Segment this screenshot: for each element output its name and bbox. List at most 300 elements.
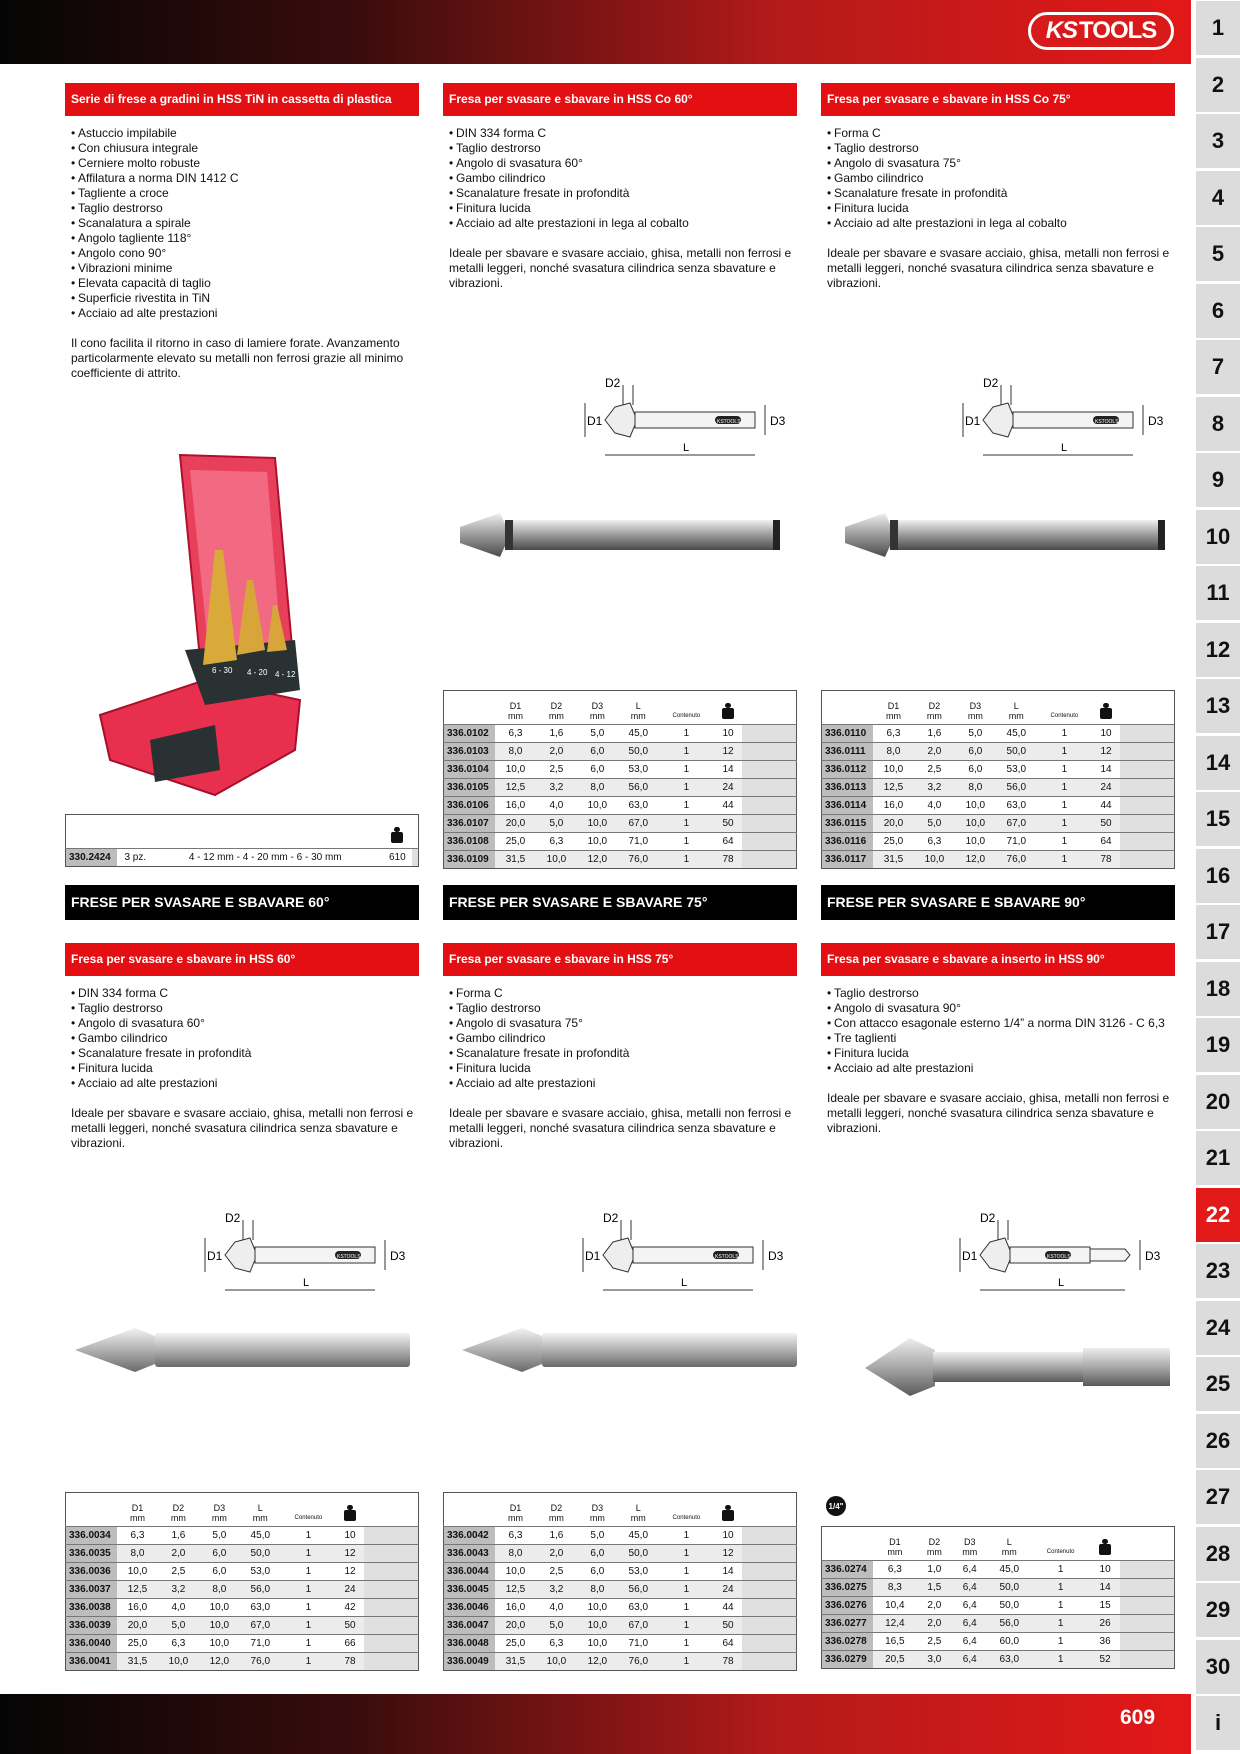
section-hss-75	[443, 885, 797, 1151]
feature-item: • Finitura lucida	[449, 201, 797, 216]
tab-chapter-8[interactable]: 8	[1196, 397, 1240, 451]
article-number: 336.0108	[444, 833, 496, 851]
cell: 8,0	[117, 1545, 158, 1563]
cell: 6,0	[199, 1563, 240, 1581]
feature-item: • Acciaio ad alte prestazioni	[449, 1076, 797, 1091]
spec-table	[443, 1492, 797, 1671]
feature-item: • Scanalature fresate in profondità	[449, 186, 797, 201]
cell: 8,0	[577, 1581, 618, 1599]
cell: 5,0	[536, 815, 577, 833]
tab-chapter-30[interactable]: 30	[1196, 1640, 1240, 1694]
article-number: 336.0044	[444, 1563, 496, 1581]
table-row	[444, 833, 797, 851]
cell: 5,0	[914, 815, 955, 833]
table-row	[822, 1651, 1175, 1669]
cell: 10	[1092, 725, 1120, 743]
cell: 1	[659, 851, 714, 869]
feature-item: • Scanalature fresate in profondità	[827, 186, 1175, 201]
cell: 10,0	[495, 1563, 536, 1581]
tab-chapter-29[interactable]: 29	[1196, 1583, 1240, 1637]
article-number: 336.0115	[822, 815, 874, 833]
cell: 10,0	[577, 815, 618, 833]
cell: 1	[1037, 743, 1092, 761]
tool-photo	[462, 1320, 802, 1385]
cell: 1	[281, 1653, 336, 1671]
product-title: Fresa per svasare e sbavare in HSS 60°	[65, 943, 419, 976]
cell: 2,0	[914, 743, 955, 761]
col-header-contenuto: Contenuto	[659, 691, 714, 725]
cell: 16,0	[495, 1599, 536, 1617]
cell: 1	[1031, 1597, 1090, 1615]
cell: 8,0	[873, 743, 914, 761]
cell: 67,0	[996, 815, 1037, 833]
article-number: 336.0104	[444, 761, 496, 779]
cell: 50,0	[987, 1597, 1031, 1615]
tab-chapter-2[interactable]: 2	[1196, 58, 1240, 112]
cell: 10	[1090, 1561, 1120, 1579]
label-d3: D3	[1148, 414, 1164, 428]
cell: 44	[1092, 797, 1120, 815]
article-number: 336.0042	[444, 1527, 496, 1545]
cell: 25,0	[117, 1635, 158, 1653]
cell: 31,5	[873, 851, 914, 869]
cell: 2,5	[158, 1563, 199, 1581]
table-row	[444, 1653, 797, 1671]
article-number: 336.0036	[66, 1563, 118, 1581]
feature-list	[827, 126, 1175, 231]
product-description: Ideale per sbavare e svasare acciaio, ghisa, metalli non ferrosi e metalli leggeri, nonché svasatura cilindrica senza sbavature e vibrazioni.	[449, 246, 792, 290]
tab-chapter-23[interactable]: 23	[1196, 1244, 1240, 1298]
case-label-1: 6 - 30	[212, 666, 233, 675]
tab-chapter-11[interactable]: 11	[1196, 566, 1240, 620]
cell: 12	[336, 1563, 364, 1581]
cell: 5,0	[199, 1527, 240, 1545]
table-row	[444, 797, 797, 815]
cell: 45,0	[996, 725, 1037, 743]
cell: 10,0	[536, 1653, 577, 1671]
cell: 8,0	[495, 1545, 536, 1563]
tab-chapter-20[interactable]: 20	[1196, 1075, 1240, 1129]
cell: 16,5	[873, 1633, 917, 1651]
tab-chapter-28[interactable]: 28	[1196, 1527, 1240, 1581]
logo-mark: KSTOOLS	[337, 1254, 361, 1260]
feature-item: • Vibrazioni minime	[71, 261, 419, 276]
cell: 1	[1037, 725, 1092, 743]
feature-item: • Angolo cono 90°	[71, 246, 419, 261]
cell: 76,0	[618, 851, 659, 869]
cell: 6,3	[495, 725, 536, 743]
cell: 20,5	[873, 1651, 917, 1669]
feature-list	[449, 126, 797, 231]
cell: 42	[336, 1599, 364, 1617]
cell: 1	[281, 1617, 336, 1635]
col-header-weight	[1090, 1527, 1120, 1561]
cell: 24	[336, 1581, 364, 1599]
cell: 63,0	[618, 1599, 659, 1617]
cell: 25,0	[495, 1635, 536, 1653]
tab-chapter-10[interactable]: 10	[1196, 510, 1240, 564]
col-header-d1: D1 mm	[873, 1527, 917, 1561]
article-number: 336.0110	[822, 725, 874, 743]
tab-chapter-27[interactable]: 27	[1196, 1470, 1240, 1524]
cell: 14	[714, 1563, 742, 1581]
cell: 78	[1092, 851, 1120, 869]
article-number: 336.0047	[444, 1617, 496, 1635]
table-row	[444, 815, 797, 833]
cell: 63,0	[987, 1651, 1031, 1669]
product-description: Il cono facilita il ritorno in caso di lamiere forate. Avanzamento particolarmente elevato su metalli non ferrosi grazie all minimo coefficiente di attrito.	[71, 336, 404, 380]
cell: 10,0	[495, 761, 536, 779]
col-header-contenuto: Contenuto	[659, 1493, 714, 1527]
table-row	[66, 1527, 419, 1545]
cell: 10	[714, 725, 742, 743]
article-number: 336.0274	[822, 1561, 874, 1579]
cell: 10,0	[873, 761, 914, 779]
cell: 1	[659, 1653, 714, 1671]
cell: 71,0	[996, 833, 1037, 851]
cell: 5,0	[158, 1617, 199, 1635]
cell: 1	[659, 1527, 714, 1545]
label-d2: D2	[225, 1211, 241, 1225]
table-row	[822, 815, 1175, 833]
dimension-drawing	[573, 1210, 793, 1305]
col-header-l: L mm	[618, 1493, 659, 1527]
label-d1: D1	[587, 414, 603, 428]
cell: 8,3	[873, 1579, 917, 1597]
tab-chapter-19[interactable]: 19	[1196, 1018, 1240, 1072]
cell: 1	[659, 743, 714, 761]
table-row	[66, 1635, 419, 1653]
cell: 50	[714, 815, 742, 833]
cell: 1	[659, 1545, 714, 1563]
cell: 50	[714, 1617, 742, 1635]
col-header-d1: D1 mm	[495, 691, 536, 725]
feature-item: • Taglio destrorso	[71, 1001, 419, 1016]
cell: 12,5	[117, 1581, 158, 1599]
article-number: 336.0043	[444, 1545, 496, 1563]
tool-photo	[840, 505, 1170, 570]
cell: 16,0	[117, 1599, 158, 1617]
spec-table	[821, 1526, 1175, 1669]
feature-item: • Taglio destrorso	[827, 986, 1175, 1001]
cell: 2,5	[536, 761, 577, 779]
cell: 1,6	[536, 1527, 577, 1545]
table-row	[444, 725, 797, 743]
label-l: L	[683, 442, 690, 454]
weight-icon	[344, 1505, 356, 1521]
cell: 1	[659, 1599, 714, 1617]
section-title: FRESE PER SVASARE E SBAVARE 75°	[443, 885, 797, 920]
cell: 2,5	[914, 761, 955, 779]
cell: 3,2	[536, 779, 577, 797]
cell: 1	[659, 779, 714, 797]
case-label-2: 4 - 20	[247, 668, 268, 677]
cell: 1	[1031, 1651, 1090, 1669]
product-description: Ideale per sbavare e svasare acciaio, ghisa, metalli non ferrosi e metalli leggeri, nonché svasatura cilindrica senza sbavature e vibrazioni.	[449, 1106, 792, 1150]
label-d2: D2	[605, 376, 621, 390]
tab-chapter-25[interactable]: 25	[1196, 1357, 1240, 1411]
tab-chapter-16[interactable]: 16	[1196, 849, 1240, 903]
label-d3: D3	[1145, 1249, 1161, 1263]
plastic-case-image	[95, 450, 345, 805]
table-row	[66, 1617, 419, 1635]
spec-table	[65, 1492, 419, 1671]
tab-chapter-1[interactable]: 1	[1196, 1, 1240, 55]
tab-chapter-6[interactable]: 6	[1196, 284, 1240, 338]
cell: 12,5	[495, 779, 536, 797]
cell: 1	[1031, 1561, 1090, 1579]
cell: 12	[714, 743, 742, 761]
cell: 25,0	[495, 833, 536, 851]
feature-item: • Angolo di svasatura 60°	[449, 156, 797, 171]
feature-item: • Con chiusura integrale	[71, 141, 419, 156]
cell: 31,5	[495, 1653, 536, 1671]
cell: 6,0	[955, 743, 996, 761]
tab-chapter-i[interactable]: i	[1196, 1696, 1240, 1750]
label-d3: D3	[770, 414, 786, 428]
col-header-contenuto: Contenuto	[281, 1493, 336, 1527]
col-header-d2: D2 mm	[536, 1493, 577, 1527]
table-row	[822, 779, 1175, 797]
tab-chapter-7[interactable]: 7	[1196, 340, 1240, 394]
cell: 50,0	[618, 1545, 659, 1563]
weight-icon	[1100, 703, 1112, 719]
cell: 6,4	[952, 1597, 987, 1615]
article-number: 336.0117	[822, 851, 874, 869]
dimension-drawing	[575, 375, 795, 470]
feature-item: • DIN 334 forma C	[449, 126, 797, 141]
section-title: FRESE PER SVASARE E SBAVARE 60°	[65, 885, 419, 920]
cell: 20,0	[495, 1617, 536, 1635]
feature-item: • Affilatura a norma DIN 1412 C	[71, 171, 419, 186]
tab-chapter-5[interactable]: 5	[1196, 227, 1240, 281]
article-number: 336.0116	[822, 833, 874, 851]
col-header-weight	[714, 691, 742, 725]
col-header-weight	[1092, 691, 1120, 725]
cell: 12	[1092, 743, 1120, 761]
cell: 45,0	[618, 1527, 659, 1545]
feature-item: • DIN 334 forma C	[71, 986, 419, 1001]
cell: 1,6	[914, 725, 955, 743]
cell: 71,0	[240, 1635, 281, 1653]
label-d3: D3	[768, 1249, 784, 1263]
cell: 10,0	[577, 797, 618, 815]
article-number: 336.0034	[66, 1527, 118, 1545]
dimension-drawing	[953, 375, 1173, 470]
feature-item: • Tagliente a croce	[71, 186, 419, 201]
cell: 76,0	[618, 1653, 659, 1671]
feature-item: • Astuccio impilabile	[71, 126, 419, 141]
table-row	[822, 1579, 1175, 1597]
cell: 2,0	[158, 1545, 199, 1563]
feature-item: • Taglio destrorso	[449, 1001, 797, 1016]
col-header-d3: D3 mm	[199, 1493, 240, 1527]
cell: 6,3	[914, 833, 955, 851]
cell: 56,0	[987, 1615, 1031, 1633]
article-number: 336.0275	[822, 1579, 874, 1597]
cell: 1	[281, 1581, 336, 1599]
cell: 1	[659, 761, 714, 779]
cell: 4,0	[914, 797, 955, 815]
label-d1: D1	[207, 1249, 223, 1263]
cell: 24	[714, 1581, 742, 1599]
weight-value: 610	[383, 849, 412, 867]
tab-chapter-22[interactable]: 22	[1196, 1188, 1240, 1242]
cell: 10,0	[577, 1635, 618, 1653]
cell: 31,5	[117, 1653, 158, 1671]
cell: 12,5	[495, 1581, 536, 1599]
cell: 2,5	[917, 1633, 952, 1651]
tab-chapter-21[interactable]: 21	[1196, 1131, 1240, 1185]
feature-item: • Scanalature fresate in profondità	[449, 1046, 797, 1061]
cell: 6,4	[952, 1579, 987, 1597]
table-row	[66, 1563, 419, 1581]
cell: 1	[281, 1527, 336, 1545]
article-number: 336.0114	[822, 797, 874, 815]
cell: 36	[1090, 1633, 1120, 1651]
cell: 1	[659, 1635, 714, 1653]
cell: 53,0	[240, 1563, 281, 1581]
tab-chapter-12[interactable]: 12	[1196, 623, 1240, 677]
cell: 10,4	[873, 1597, 917, 1615]
col-header-d2: D2 mm	[158, 1493, 199, 1527]
cell: 45,0	[240, 1527, 281, 1545]
cell: 6,3	[536, 833, 577, 851]
cell: 60,0	[987, 1633, 1031, 1651]
cell: 64	[714, 1635, 742, 1653]
cell: 67,0	[618, 1617, 659, 1635]
section-hss-60	[65, 885, 419, 1151]
cell: 1	[1037, 833, 1092, 851]
col-header-l: L mm	[987, 1527, 1031, 1561]
cell: 6,3	[158, 1635, 199, 1653]
col-header-d2: D2 mm	[536, 691, 577, 725]
cell: 76,0	[240, 1653, 281, 1671]
cell: 10,0	[536, 851, 577, 869]
tab-chapter-13[interactable]: 13	[1196, 679, 1240, 733]
tab-chapter-18[interactable]: 18	[1196, 962, 1240, 1016]
cell: 26	[1090, 1615, 1120, 1633]
cell: 1	[659, 815, 714, 833]
table-row	[822, 833, 1175, 851]
feature-item: • Angolo di svasatura 60°	[71, 1016, 419, 1031]
cell: 3,2	[914, 779, 955, 797]
feature-item: • Finitura lucida	[449, 1061, 797, 1076]
tab-chapter-3[interactable]: 3	[1196, 114, 1240, 168]
table-row	[822, 1615, 1175, 1633]
cell: 3,0	[917, 1651, 952, 1669]
tab-chapter-9[interactable]: 9	[1196, 453, 1240, 507]
col-header-d1: D1 mm	[873, 691, 914, 725]
cell: 4,0	[158, 1599, 199, 1617]
table-row	[822, 743, 1175, 761]
table-row	[444, 1617, 797, 1635]
tab-chapter-26[interactable]: 26	[1196, 1414, 1240, 1468]
article-number: 336.0113	[822, 779, 874, 797]
label-d1: D1	[965, 414, 981, 428]
cell: 31,5	[495, 851, 536, 869]
cell: 12,5	[873, 779, 914, 797]
table-row	[822, 797, 1175, 815]
label-d2: D2	[603, 1211, 619, 1225]
label-l: L	[303, 1277, 310, 1289]
tab-chapter-17[interactable]: 17	[1196, 905, 1240, 959]
article-number: 336.0038	[66, 1599, 118, 1617]
cell: 6,0	[577, 1563, 618, 1581]
cell: 78	[714, 851, 742, 869]
cell: 1	[659, 1581, 714, 1599]
cell: 10	[714, 1527, 742, 1545]
table-row	[66, 1653, 419, 1671]
feature-item: • Cerniere molto robuste	[71, 156, 419, 171]
article-number: 336.0049	[444, 1653, 496, 1671]
product-description: Ideale per sbavare e svasare acciaio, ghisa, metalli non ferrosi e metalli leggeri, nonché svasatura cilindrica senza sbavature e vibrazioni.	[71, 1106, 414, 1150]
cell: 50	[1092, 815, 1120, 833]
cell: 14	[1090, 1579, 1120, 1597]
set-table	[65, 814, 419, 867]
cell: 64	[714, 833, 742, 851]
cell: 78	[336, 1653, 364, 1671]
tab-chapter-15[interactable]: 15	[1196, 792, 1240, 846]
col-header-d2: D2 mm	[914, 691, 955, 725]
article-number: 336.0277	[822, 1615, 874, 1633]
tab-chapter-4[interactable]: 4	[1196, 171, 1240, 225]
cell: 6,4	[952, 1651, 987, 1669]
feature-item: • Acciaio ad alte prestazioni	[71, 306, 419, 321]
feature-item: • Finitura lucida	[827, 201, 1175, 216]
feature-item: • Taglio destrorso	[449, 141, 797, 156]
cell: 50	[336, 1617, 364, 1635]
cell: 45,0	[987, 1561, 1031, 1579]
cell: 1	[281, 1563, 336, 1581]
tab-chapter-14[interactable]: 14	[1196, 736, 1240, 790]
cell: 2,5	[536, 1563, 577, 1581]
cell: 44	[714, 797, 742, 815]
product-title: Fresa per svasare e sbavare a inserto in HSS 90°	[821, 943, 1175, 976]
cell: 71,0	[618, 1635, 659, 1653]
feature-item: • Superficie rivestita in TiN	[71, 291, 419, 306]
col-header-l: L mm	[618, 691, 659, 725]
feature-item: • Acciaio ad alte prestazioni in lega al cobalto	[449, 216, 797, 231]
table-row	[822, 1597, 1175, 1615]
cell: 1	[1031, 1633, 1090, 1651]
feature-list	[71, 986, 419, 1091]
col-header-l: L mm	[996, 691, 1037, 725]
cell: 10,0	[577, 1617, 618, 1635]
cell: 5,0	[536, 1617, 577, 1635]
col-header-weight	[336, 1493, 364, 1527]
table-row	[444, 761, 797, 779]
cell: 76,0	[996, 851, 1037, 869]
tab-chapter-24[interactable]: 24	[1196, 1301, 1240, 1355]
cell: 10	[336, 1527, 364, 1545]
cell: 2,0	[536, 1545, 577, 1563]
spec-table	[443, 690, 797, 869]
cell: 6,3	[536, 1635, 577, 1653]
cell: 20,0	[873, 815, 914, 833]
table-row	[444, 779, 797, 797]
cell: 5,0	[577, 725, 618, 743]
table-row	[822, 851, 1175, 869]
tool-photo	[75, 1320, 415, 1385]
cell: 12,0	[199, 1653, 240, 1671]
cell: 4,0	[536, 797, 577, 815]
cell: 6,4	[952, 1615, 987, 1633]
article-number: 336.0041	[66, 1653, 118, 1671]
cell: 20,0	[117, 1617, 158, 1635]
brand-logo: KS TOOLS	[1028, 12, 1174, 50]
article-number: 336.0106	[444, 797, 496, 815]
